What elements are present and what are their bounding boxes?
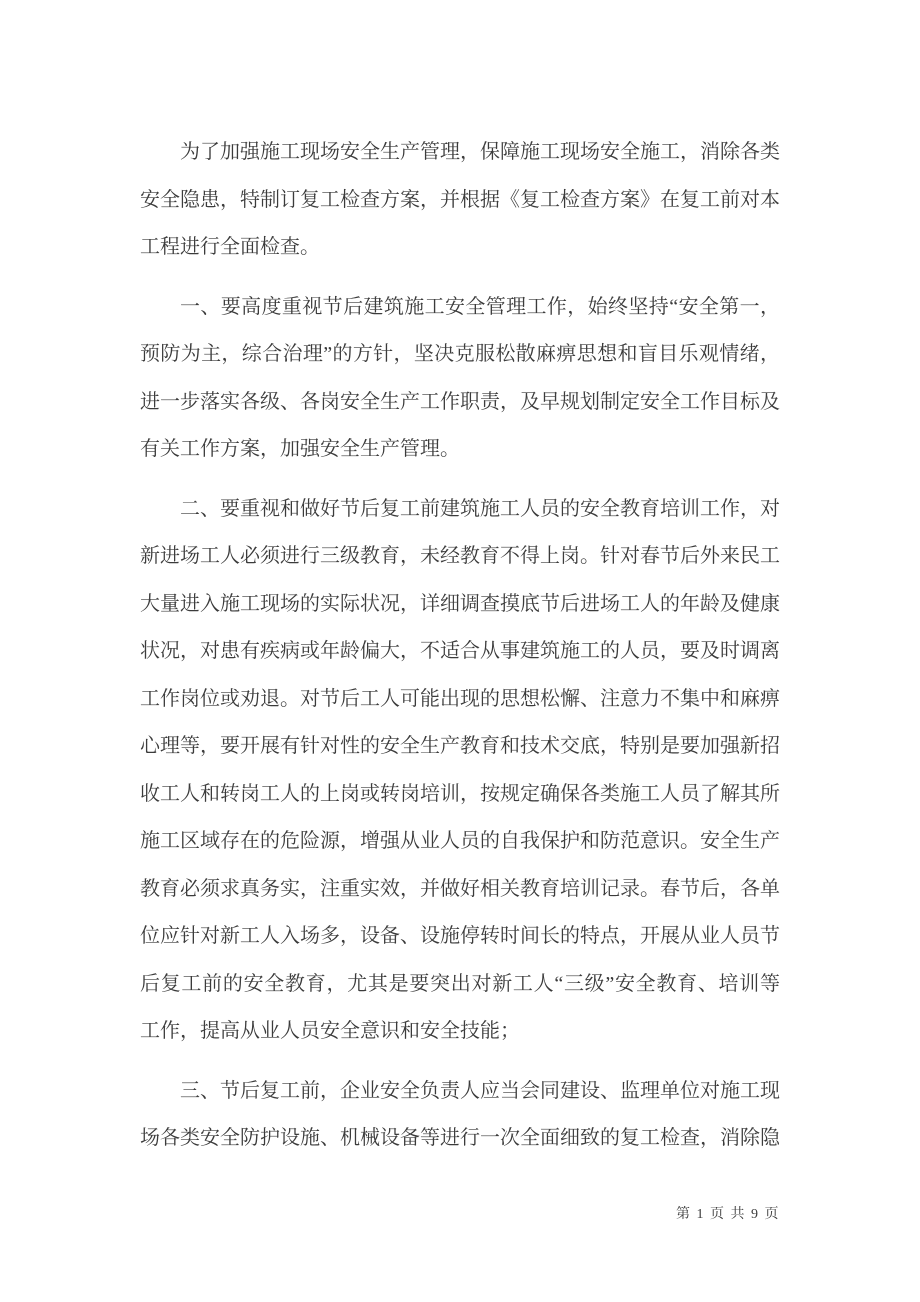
paragraph [140,1068,780,1163]
paragraph [140,284,780,474]
text-line: 位应针对新工人入场多，设备、设施停转时间长的特点，开展从业人员节 [140,925,780,947]
text-line: 状况，对患有疾病或年龄偏大，不适合从事建筑施工的人员，要及时调离 [140,640,780,662]
text-line: 有关工作方案，加强安全生产管理。 [140,438,460,460]
text-line: 新进场工人必须进行三级教育，未经教育不得上岗。针对春节后外来民工 [140,545,780,567]
text-line: 工作，提高从业人员安全意识和安全技能； [140,1020,520,1042]
paragraph [140,129,780,272]
text-line: 预防为主，综合治理”的方针，坚决克服松散麻痹思想和盲目乐观情绪， [140,343,780,365]
text-line: 二、要重视和做好节后复工前建筑施工人员的安全教育培训工作，对 [180,497,780,520]
text-line: 工作岗位或劝退。对节后工人可能出现的思想松懈、注意力不集中和麻痹 [140,687,780,710]
text-line: 场各类安全防护设施、机械设备等进行一次全面细致的复工检查，消除隐 [140,1127,780,1149]
text-line: 三、节后复工前，企业安全负责人应当会同建设、监理单位对施工现 [180,1079,780,1102]
text-line: 为了加强施工现场安全生产管理，保障施工现场安全施工，消除各类 [180,141,780,163]
text-line: 施工区域存在的危险源，增强从业人员的自我保护和防范意识。安全生产 [140,830,780,852]
text-line: 工程进行全面检查。 [140,236,320,258]
page-number-footer: 第 1 页 共 9 页 [676,1207,780,1222]
text-line: 收工人和转岗工人的上岗或转岗培训，按规定确保各类施工人员了解其所 [140,782,780,805]
document-body [140,129,780,1175]
text-line: 大量进入施工现场的实际状况，详细调查摸底节后进场工人的年龄及健康 [140,592,780,615]
text-line: 心理等，要开展有针对性的安全生产教育和技术交底，特别是要加强新招 [140,735,780,757]
paragraph [140,486,780,1056]
text-line: 安全隐患，特制订复工检查方案，并根据《复工检查方案》在复工前对本 [140,188,780,211]
text-line: 教育必须求真务实，注重实效，并做好相关教育培训记录。春节后，各单 [140,877,780,900]
text-line: 一、要高度重视节后建筑施工安全管理工作，始终坚持“安全第一， [180,295,780,318]
text-line: 进一步落实各级、各岗安全生产工作职责，及早规划制定安全工作目标及 [140,390,780,413]
text-line: 后复工前的安全教育，尤其是要突出对新工人“三级”安全教育、培训等 [140,972,780,995]
